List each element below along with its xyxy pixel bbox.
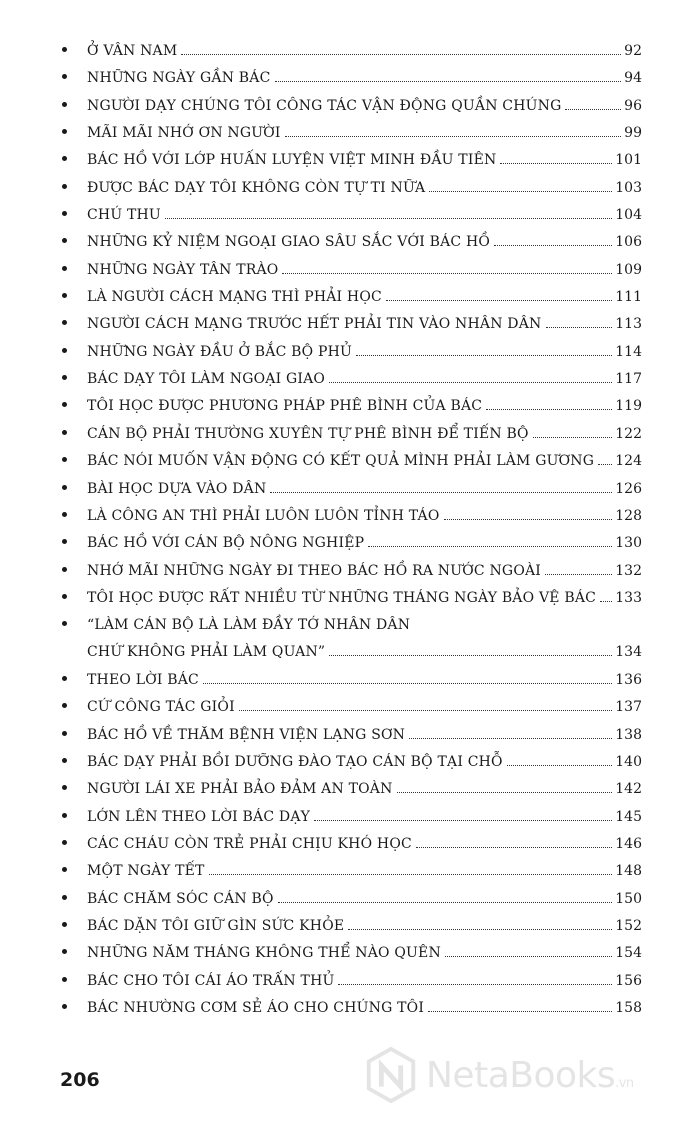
toc-entry-page: 138 <box>615 726 642 743</box>
watermark <box>362 1045 662 1105</box>
toc-entry <box>0 40 700 67</box>
toc-entry-page: 99 <box>624 125 642 142</box>
dot-leader <box>165 218 612 219</box>
dot-leader <box>338 984 612 985</box>
toc-entry <box>0 395 700 422</box>
watermark-brand: NetaBooks <box>426 1054 616 1096</box>
toc-entry-title: NHỮNG NGÀY TÂN TRÀO <box>87 261 279 278</box>
toc-entry <box>0 751 700 778</box>
dot-leader <box>348 929 612 930</box>
toc-entry-row <box>87 234 642 250</box>
toc-entry-row <box>87 1000 642 1016</box>
toc-entry-row <box>87 180 642 196</box>
toc-entry-row <box>87 945 642 961</box>
toc-entry <box>0 341 700 368</box>
dot-leader <box>598 464 612 465</box>
toc-entry-title: BÁC NHƯỜNG CƠM SẺ ÁO CHO CHÚNG TÔI <box>87 1000 425 1017</box>
bullet-icon <box>62 567 67 572</box>
dot-leader <box>386 300 612 301</box>
toc-entry-row <box>87 426 642 442</box>
bullet-icon <box>62 320 67 325</box>
toc-entry <box>0 478 700 505</box>
toc-entry-title: NHỮNG NĂM THÁNG KHÔNG THỂ NÀO QUÊN <box>87 945 441 962</box>
dot-leader <box>368 546 612 547</box>
bullet-icon <box>62 1004 67 1009</box>
toc-entry-row <box>87 563 642 579</box>
toc-entry-page: 124 <box>615 453 642 470</box>
toc-entry-page: 146 <box>615 835 642 852</box>
bullet-icon <box>62 102 67 107</box>
toc-entry-title: TÔI HỌC ĐƯỢC PHƯƠNG PHÁP PHÊ BÌNH CỦA BÁC <box>87 398 483 415</box>
dot-leader <box>285 136 622 137</box>
toc-entry-row <box>87 262 642 278</box>
toc-entry <box>0 204 700 231</box>
toc-entry-page: 96 <box>624 97 642 114</box>
toc-entry-row <box>87 152 642 168</box>
toc-entry-page: 156 <box>615 972 642 989</box>
bullet-icon <box>62 840 67 845</box>
bullet-icon <box>62 485 67 490</box>
dot-leader <box>429 191 612 192</box>
toc-entry-title: NHỮNG NGÀY GẦN BÁC <box>87 70 271 87</box>
toc-entry-title: “LÀM CÁN BỘ LÀ LÀM ĐẦY TỚ NHÂN DÂN <box>87 617 411 634</box>
toc-entry <box>0 778 700 805</box>
toc-entry <box>0 806 700 833</box>
toc-entry-row <box>87 644 642 660</box>
toc-entry-page: 148 <box>615 863 642 880</box>
toc-entry-row <box>87 481 642 497</box>
toc-entry-title: Ở VÂN NAM <box>87 43 178 59</box>
bullet-icon <box>62 922 67 927</box>
toc-entry-row <box>87 508 642 524</box>
bullet-icon <box>62 977 67 982</box>
toc-entry-title: BÁC HỒ VỚI CÁN BỘ NÔNG NGHIỆP <box>87 535 365 552</box>
toc-entry-title: BÁC DẶN TÔI GIỮ GÌN SỨC KHỎE <box>87 918 345 934</box>
bullet-icon <box>62 348 67 353</box>
toc-entry-row <box>87 727 642 743</box>
dot-leader <box>329 382 612 383</box>
toc-entry-title: BÁC HỒ VỀ THĂM BỆNH VIỆN LẠNG SƠN <box>87 726 406 743</box>
toc-entry <box>0 149 700 176</box>
toc-entry-row <box>87 371 642 387</box>
toc-entry-page: 92 <box>624 43 642 59</box>
toc-entry <box>0 997 700 1024</box>
toc-entry-title: NHỚ MÃI NHỮNG NGÀY ĐI THEO BÁC HỒ RA NƯỚC NGOÀI <box>87 562 542 579</box>
bullet-icon <box>62 47 67 52</box>
dot-leader <box>507 765 613 766</box>
toc-entry-title: NGƯỜI CÁCH MẠNG TRƯỚC HẾT PHẢI TIN VÀO NHÂN DÂN <box>87 316 542 333</box>
toc-entry-page: 103 <box>615 179 642 196</box>
toc-entry <box>0 95 700 122</box>
toc-entry <box>0 313 700 340</box>
toc-entry-title: THEO LỜI BÁC <box>87 671 199 688</box>
toc-entry <box>0 696 700 723</box>
toc-entry <box>0 532 700 559</box>
toc-entry-title: LÀ NGƯỜI CÁCH MẠNG THÌ PHẢI HỌC <box>87 289 382 306</box>
toc-entry-row <box>87 398 642 414</box>
toc-entry-title: TÔI HỌC ĐƯỢC RẤT NHIỀU TỪ NHỮNG THÁNG NGÀY BẢO VỆ BÁC <box>87 589 597 606</box>
toc-entry-row <box>87 70 642 86</box>
toc-entry <box>0 122 700 149</box>
toc-entry-row <box>87 453 642 469</box>
toc-entry <box>0 67 700 94</box>
toc-entry <box>0 231 700 258</box>
toc-entry-page: 132 <box>615 562 642 579</box>
toc-entry-page: 122 <box>615 425 642 442</box>
dot-leader <box>444 519 613 520</box>
toc-entry-title-continued: CHỨ KHÔNG PHẢI LÀM QUAN” <box>87 644 326 661</box>
bullet-icon <box>62 949 67 954</box>
toc-entry-title: NHỮNG KỶ NIỆM NGOẠI GIAO SÂU SẮC VỚI BÁC HỒ <box>87 234 491 251</box>
bullet-icon <box>62 293 67 298</box>
toc-entry-row <box>87 918 642 934</box>
bullet-icon <box>62 402 67 407</box>
toc-entry-title: CỨ CÔNG TÁC GIỎI <box>87 699 235 716</box>
bullet-icon <box>62 621 67 626</box>
toc-entry-row <box>87 98 642 114</box>
toc-entry-title: MÃI MÃI NHỚ ƠN NGƯỜI <box>87 125 281 142</box>
toc-entry-title: ĐƯỢC BÁC DẠY TÔI KHÔNG CÒN TỰ TI NỮA <box>87 179 426 196</box>
toc-entry-title: BÁC DẠY TÔI LÀM NGOẠI GIAO <box>87 371 326 388</box>
toc-entry <box>0 286 700 313</box>
dot-leader <box>416 847 612 848</box>
dot-leader <box>278 902 613 903</box>
dot-leader <box>282 273 612 274</box>
toc-entry-title: LÀ CÔNG AN THÌ PHẢI LUÔN LUÔN TỈNH TÁO <box>87 507 440 524</box>
dot-leader <box>329 655 612 656</box>
toc-entry-row <box>87 809 642 825</box>
dot-leader <box>494 245 612 246</box>
toc-entry-row <box>87 535 642 551</box>
dot-leader <box>209 874 613 875</box>
bullet-icon <box>62 129 67 134</box>
toc-entry <box>0 888 700 915</box>
toc-entry-page: 113 <box>615 316 642 333</box>
toc-entry-page: 134 <box>615 644 642 661</box>
dot-leader <box>239 710 612 711</box>
dot-leader <box>181 54 621 55</box>
toc-entry-row <box>87 43 642 59</box>
bullet-icon <box>62 74 67 79</box>
toc-entry-title: NGƯỜI LÁI XE PHẢI BẢO ĐẢM AN TOÀN <box>87 781 393 798</box>
toc-entry <box>0 833 700 860</box>
bullet-icon <box>62 676 67 681</box>
dot-leader <box>486 409 612 410</box>
toc-entry-row <box>87 672 642 688</box>
bullet-icon <box>62 895 67 900</box>
dot-leader <box>546 327 613 328</box>
toc-entry-page: 158 <box>615 1000 642 1017</box>
bullet-icon <box>62 430 67 435</box>
toc-entry-page: 111 <box>615 289 642 306</box>
toc-entry-title: BÀI HỌC DỰA VÀO DÂN <box>87 480 267 497</box>
dot-leader <box>203 683 612 684</box>
toc-entry-page: 114 <box>615 343 642 360</box>
bullet-icon <box>62 375 67 380</box>
toc-entry-title: BÁC NÓI MUỐN VẬN ĐỘNG CÓ KẾT QUẢ MÌNH PHẢI LÀM GƯƠNG <box>87 453 595 470</box>
toc-entry-page: 106 <box>615 234 642 251</box>
bullet-icon <box>62 539 67 544</box>
toc-entry-title: NHỮNG NGÀY ĐẦU Ở BẮC BỘ PHỦ <box>87 343 353 360</box>
toc-entry <box>0 942 700 969</box>
toc-entry-row <box>87 973 642 989</box>
toc-entry-page: 104 <box>615 207 642 224</box>
toc-entry-row <box>87 754 642 770</box>
dot-leader <box>445 956 612 957</box>
toc-entry-title: CÁC CHÁU CÒN TRẺ PHẢI CHỊU KHÓ HỌC <box>87 835 412 852</box>
toc-entry-page: 145 <box>615 808 642 825</box>
bullet-icon <box>62 785 67 790</box>
toc-entry-page: 154 <box>615 945 642 962</box>
dot-leader <box>397 792 613 793</box>
dot-leader <box>428 1011 612 1012</box>
toc-entry <box>0 505 700 532</box>
bullet-icon <box>62 184 67 189</box>
toc-entry <box>0 669 700 696</box>
dot-leader <box>356 355 612 356</box>
toc-entry-row <box>87 590 642 606</box>
bullet-icon <box>62 758 67 763</box>
toc-entry-title: CHÚ THU <box>87 207 161 224</box>
dot-leader <box>565 109 621 110</box>
toc-entry-title: CÁN BỘ PHẢI THƯỜNG XUYÊN TỰ PHÊ BÌNH ĐỂ TIẾN BỘ <box>87 425 529 442</box>
toc-entry-page: 126 <box>615 480 642 497</box>
toc-entry-row <box>87 207 642 223</box>
toc-entry <box>0 970 700 997</box>
toc-entry-row <box>87 125 642 141</box>
bullet-icon <box>62 512 67 517</box>
toc-entry-page: 137 <box>615 699 642 716</box>
bullet-icon <box>62 731 67 736</box>
bullet-icon <box>62 457 67 462</box>
bullet-icon <box>62 703 67 708</box>
toc-entry-page: 140 <box>615 753 642 770</box>
table-of-contents <box>0 40 700 1024</box>
toc-entry-row <box>87 699 642 715</box>
toc-entry-title: LỚN LÊN THEO LỜI BÁC DẠY <box>87 808 311 825</box>
netabooks-logo-icon <box>362 1046 420 1104</box>
toc-entry <box>0 560 700 587</box>
toc-entry-row <box>87 891 642 907</box>
toc-entry-page: 133 <box>615 589 642 606</box>
toc-entry-title: BÁC CHO TÔI CÁI ÁO TRẤN THỦ <box>87 972 335 989</box>
page-number: 206 <box>60 1069 100 1091</box>
toc-entry <box>0 724 700 751</box>
toc-entry-row <box>87 289 642 305</box>
toc-entry <box>0 177 700 204</box>
toc-entry-page: 109 <box>615 261 642 278</box>
toc-entry <box>0 368 700 395</box>
toc-entry-title: NGƯỜI DẠY CHÚNG TÔI CÔNG TÁC VẬN ĐỘNG QUẦN CHÚNG <box>87 97 562 114</box>
toc-entry <box>0 587 700 614</box>
bullet-icon <box>62 156 67 161</box>
toc-entry-page: 130 <box>615 535 642 552</box>
dot-leader <box>275 81 622 82</box>
toc-entry-row <box>87 344 642 360</box>
bullet-icon <box>62 813 67 818</box>
bullet-icon <box>62 211 67 216</box>
toc-entry-title: BÁC DẠY PHẢI BỒI DƯỠNG ĐÀO TẠO CÁN BỘ TẠI CHỖ <box>87 753 503 770</box>
toc-entry-row <box>87 316 642 332</box>
toc-entry <box>0 423 700 450</box>
dot-leader <box>533 437 613 438</box>
toc-entry-title: BÁC CHĂM SÓC CÁN BỘ <box>87 890 274 907</box>
dot-leader <box>409 738 612 739</box>
dot-leader <box>500 163 612 164</box>
dot-leader <box>545 574 612 575</box>
toc-entry-page: 136 <box>615 671 642 688</box>
toc-entry-title: MỘT NGÀY TẾT <box>87 863 205 880</box>
toc-entry-row <box>87 781 642 797</box>
toc-entry <box>0 450 700 477</box>
watermark-suffix: .vn <box>615 1075 634 1091</box>
bullet-icon <box>62 867 67 872</box>
toc-entry <box>0 915 700 942</box>
watermark-text <box>426 1055 634 1096</box>
bullet-icon <box>62 594 67 599</box>
toc-entry-page: 119 <box>615 398 642 415</box>
toc-entry-page: 101 <box>615 152 642 169</box>
bullet-icon <box>62 266 67 271</box>
toc-entry-page: 150 <box>615 890 642 907</box>
toc-entry <box>0 860 700 887</box>
dot-leader <box>314 820 612 821</box>
toc-entry-row <box>87 836 642 852</box>
toc-entry-row <box>87 863 642 879</box>
toc-entry-page: 152 <box>615 918 642 934</box>
toc-entry-title: BÁC HỒ VỚI LỚP HUẤN LUYỆN VIỆT MINH ĐẦU TIÊN <box>87 152 497 169</box>
toc-entry <box>0 259 700 286</box>
toc-entry-page: 142 <box>615 781 642 798</box>
toc-entry-page: 94 <box>624 70 642 87</box>
toc-entry-page: 128 <box>615 507 642 524</box>
bullet-icon <box>62 238 67 243</box>
dot-leader <box>600 601 612 602</box>
toc-entry-page: 117 <box>615 371 642 388</box>
toc-entry <box>0 614 700 669</box>
dot-leader <box>270 492 612 493</box>
